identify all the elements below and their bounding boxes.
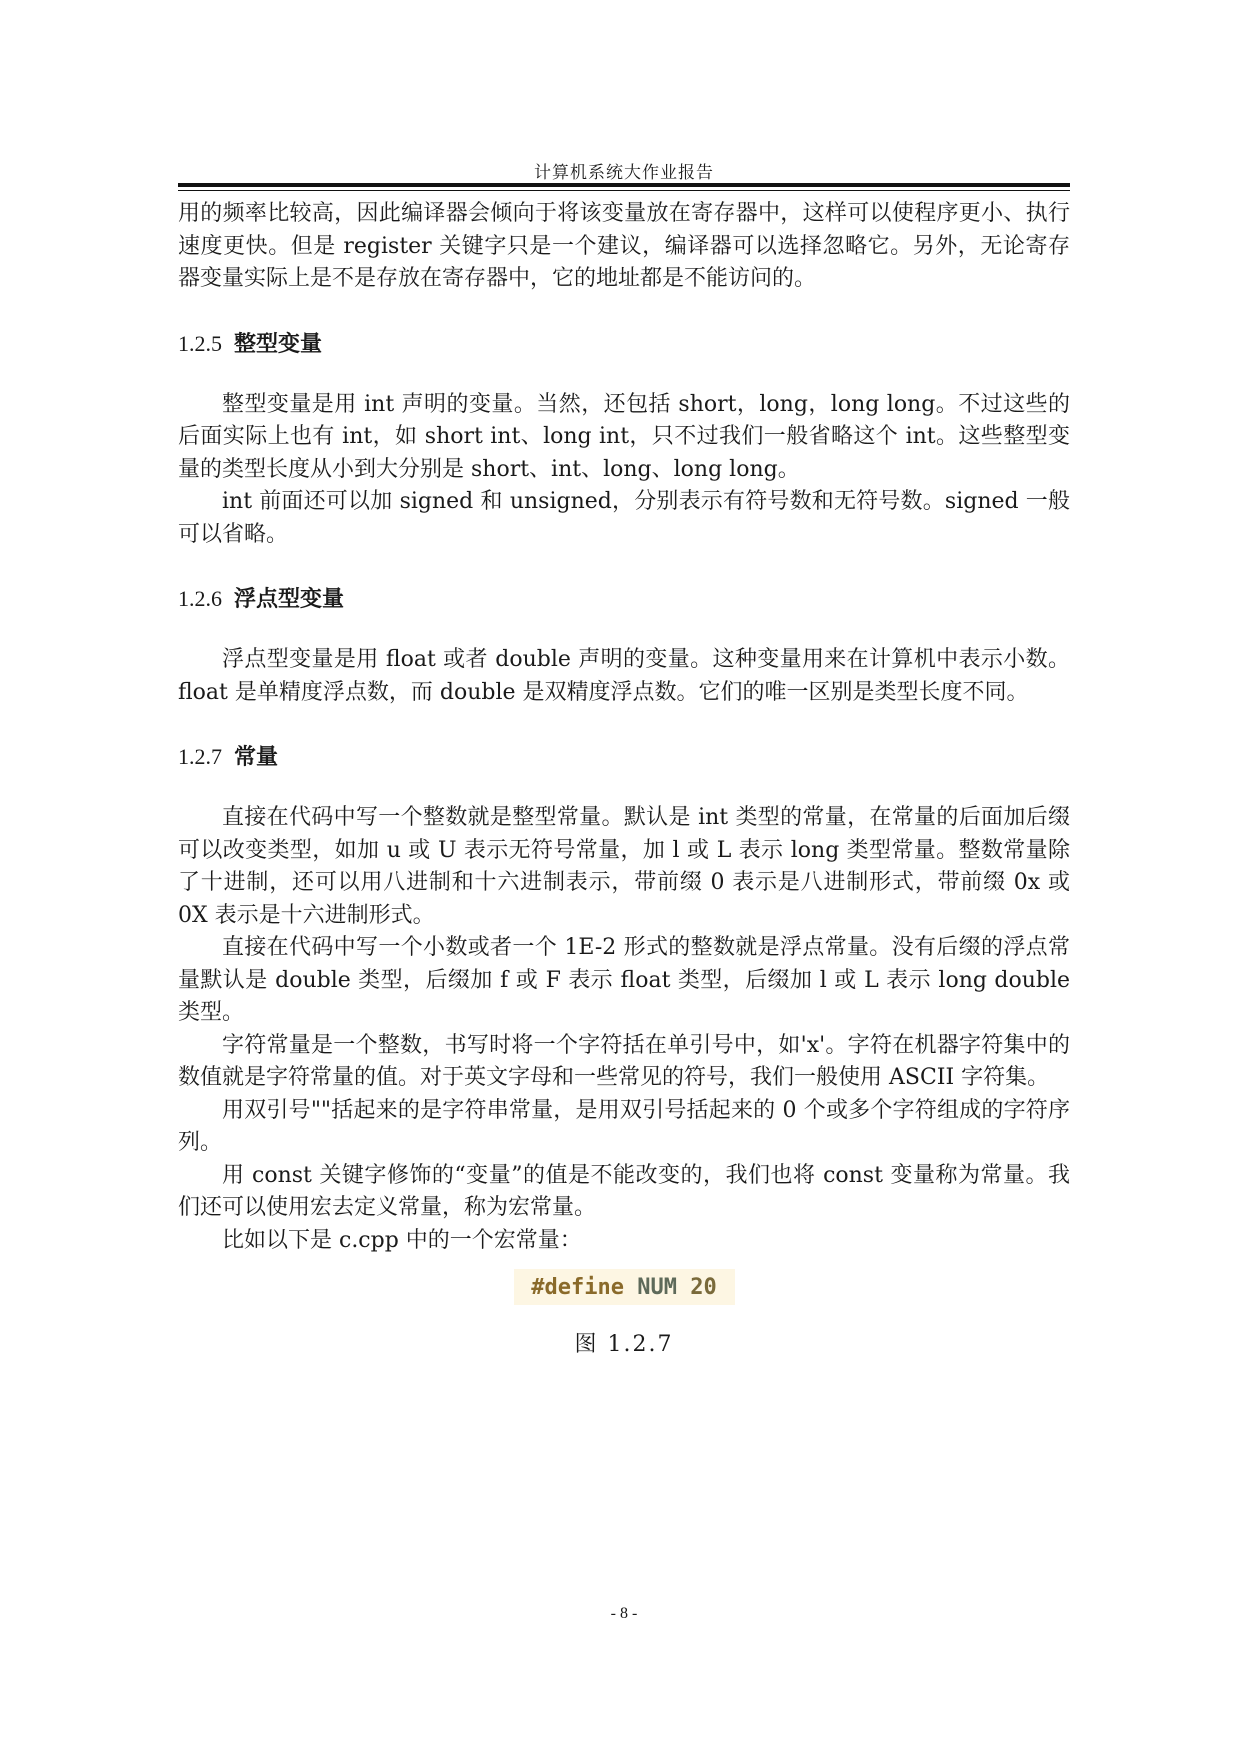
body-paragraph: 用双引号""括起来的是字符串常量，是用双引号括起来的 0 个或多个字符组成的字符序列。 xyxy=(178,1097,1070,1155)
body-paragraph: 整型变量是用 int 声明的变量。当然，还包括 short，long，long long。不过这些的后面实际上也有 int，如 short int、long int，只不过我们一般省略这个 int。这些整型变量的类型长度从小到大分别是 short、int、long、long long。 xyxy=(178,391,1070,482)
figure-caption: 图 1.2.7 xyxy=(574,1332,674,1357)
section-number: 1.2.7 xyxy=(178,744,222,769)
section-title: 浮点型变量 xyxy=(234,587,345,612)
intro-paragraph: 用的频率比较高，因此编译器会倾向于将该变量放在寄存器中，这样可以使程序更小、执行速度更快。但是 register 关键字只是一个建议，编译器可以选择忽略它。另外，无论寄存器变量实际上是不是存放在寄存器中，它的地址都是不能访问的。 xyxy=(178,201,1070,291)
section-title: 常量 xyxy=(234,745,279,770)
section-heading-1-2-7 xyxy=(178,741,1070,774)
page-content xyxy=(178,198,1070,1358)
body-paragraph: 浮点型变量是用 float 或者 double 声明的变量。这种变量用来在计算机中表示小数。float 是单精度浮点数，而 double 是双精度浮点数。它们的唯一区别是类型长度不同。 xyxy=(178,647,1070,705)
section-title: 整型变量 xyxy=(234,331,323,357)
code-snippet-image xyxy=(514,1269,735,1305)
code-keyword: #define xyxy=(531,1274,624,1300)
section-number: 1.2.6 xyxy=(178,586,222,611)
code-value: 20 xyxy=(690,1274,717,1300)
running-header: 计算机系统大作业报告 xyxy=(534,163,714,183)
page-number: - 8 - xyxy=(610,1605,638,1622)
body-paragraph: 字符常量是一个整数，书写时将一个字符括在单引号中，如'x'。字符在机器字符集中的数值就是字符常量的值。对于英文字母和一些常见的符号，我们一般使用 ASCII 字符集。 xyxy=(178,1032,1070,1090)
header-rule-thin xyxy=(178,190,1070,191)
body-paragraph: 比如以下是 c.cpp 中的一个宏常量： xyxy=(222,1227,582,1253)
document-page xyxy=(178,0,1070,1755)
body-paragraph: 用 const 关键字修饰的“变量”的值是不能改变的，我们也将 const 变量称为常量。我们还可以使用宏去定义常量，称为宏常量。 xyxy=(178,1162,1070,1220)
section-number: 1.2.5 xyxy=(178,330,222,356)
section-heading-1-2-6 xyxy=(178,583,1070,616)
section-heading-1-2-5 xyxy=(178,328,1070,361)
body-paragraph: int 前面还可以加 signed 和 unsigned，分别表示有符号数和无符号数。signed 一般可以省略。 xyxy=(178,489,1070,547)
body-paragraph: 直接在代码中写一个小数或者一个 1E-2 形式的整数就是浮点常量。没有后缀的浮点常量默认是 double 类型，后缀加 f 或 F 表示 float 类型，后缀加 l 或 L 表示 long double 类型。 xyxy=(178,935,1070,1025)
header-rule-thick xyxy=(178,183,1070,187)
code-identifier: NUM xyxy=(637,1274,677,1300)
body-paragraph: 直接在代码中写一个整数就是整型常量。默认是 int 类型的常量，在常量的后面加后缀可以改变类型，如加 u 或 U 表示无符号常量，加 l 或 L 表示 long 类型常量。整数常量除了十进制，还可以用八进制和十六进制表示，带前缀 0 表示是八进制形式，带前缀 0x 或 0X 表示是十六进制形式。 xyxy=(178,805,1070,928)
